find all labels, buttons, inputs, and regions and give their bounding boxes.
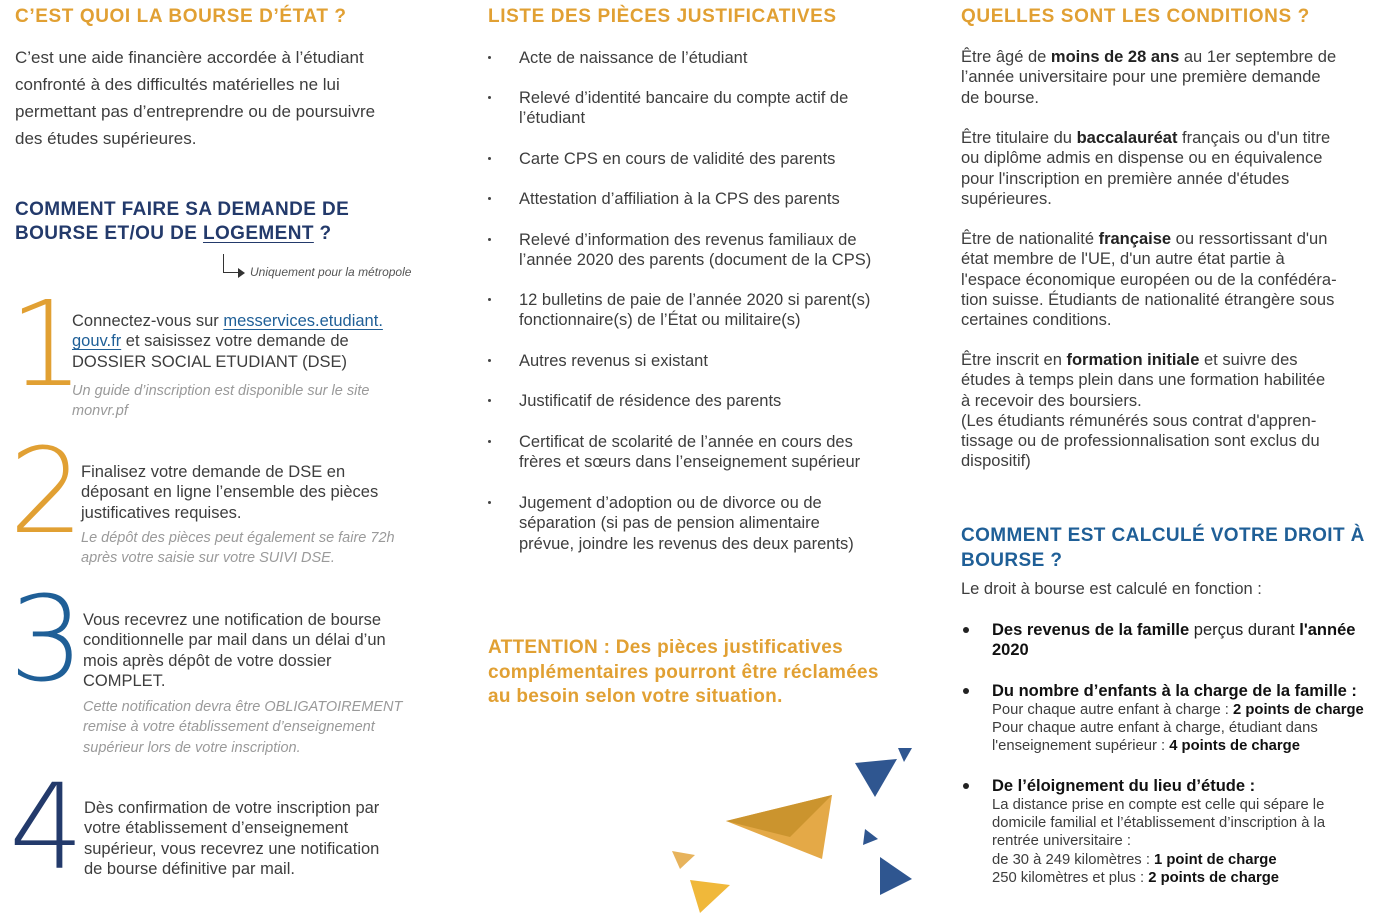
document-line: Carte CPS en cours de validité des parents: [519, 150, 836, 168]
step-1-note: [72, 381, 432, 422]
crit1-b: perçus durant: [1189, 621, 1300, 639]
document-text: [519, 391, 914, 411]
condition-nationalite: [961, 229, 1386, 330]
step-2-line3: justificatives requises.: [81, 503, 242, 522]
triangle-gold-bottom: [690, 880, 730, 913]
document-text: [519, 432, 914, 473]
intro-line-3: permettant pas d’entreprendre ou de poursuivre: [15, 102, 376, 121]
document-text: [519, 290, 914, 331]
bullet-icon: [488, 399, 491, 402]
cond-age-b: moins de 28 ans: [1050, 48, 1180, 66]
cond-form-line6: dispositif): [961, 452, 1031, 471]
crit3-l4b: 1 point de charge: [1154, 851, 1277, 868]
metropole-note-text: Uniquement pour la métropole: [250, 265, 412, 279]
document-line: Relevé d’information des revenus familiaux de: [519, 231, 857, 249]
cond-bac-c: français ou d'un titre: [1177, 129, 1331, 147]
heading-bourse-etat: C’EST QUOI LA BOURSE D’ÉTAT ?: [15, 6, 347, 27]
crit2-l1b: 2 points de charge: [1233, 702, 1364, 718]
document-line: 12 bulletins de paie de l’année 2020 si parent(s): [519, 291, 871, 309]
metropole-note: [223, 254, 433, 280]
triangle-blue-1: [855, 759, 897, 797]
decorative-triangles: [650, 735, 930, 922]
document-line: frères et sœurs dans l’enseignement supérieur: [519, 453, 861, 472]
step-1-note-line2: monvr.pf: [72, 403, 128, 420]
document-line: Attestation d’affiliation à la CPS des parents: [519, 190, 840, 208]
heading-calcul-line2: BOURSE ?: [961, 550, 1063, 571]
crit3-l5a: 250 kilomètres et plus :: [992, 869, 1149, 886]
step-4-text: [84, 798, 439, 879]
step-4-line1: Dès confirmation de votre inscription par: [84, 799, 380, 817]
cond-nat-line4: tion suisse. Étudiants de nationalité étrangère sous: [961, 290, 1335, 309]
step-3-note-line3: supérieur lors de votre inscription.: [83, 739, 301, 756]
cond-form-b: formation initiale: [1066, 351, 1200, 369]
cond-bac-line2: ou diplôme admis en dispense ou en équivalence: [961, 149, 1323, 168]
step-3-line2: conditionnelle par mail dans un délai d’un: [83, 631, 386, 650]
cond-nat-line2: état membre de l'UE, d'un autre état partie à: [961, 250, 1285, 269]
cond-nat-b: française: [1098, 230, 1172, 248]
crit3-title: De l’éloignement du lieu d’étude :: [992, 777, 1256, 795]
step-3-note-line1: Cette notification devra être OBLIGATOIREMENT: [83, 699, 403, 715]
step-3-line3: mois après dépôt de votre dossier: [83, 651, 332, 670]
document-line: Certificat de scolarité de l’année en cours des: [519, 433, 853, 451]
heading-calcul-line1: COMMENT EST CALCULÉ VOTRE DROIT À: [961, 525, 1365, 546]
step-2-note-line2: après votre saisie sur votre SUIVI DSE.: [81, 550, 335, 567]
bullet-icon: [488, 440, 491, 443]
step-2-line2: déposant en ligne l’ensemble des pièces: [81, 483, 379, 502]
document-text: [519, 48, 914, 68]
bullet-icon: [488, 238, 491, 241]
bullet-icon: [488, 96, 491, 99]
bullet-icon: [488, 501, 491, 504]
intro-line-1: C’est une aide financière accordée à l’étudiant: [15, 48, 364, 67]
crit1-d: 2020: [992, 641, 1029, 660]
step-3-note-line2: remise à votre établissement d’enseignement: [83, 719, 375, 736]
document-text: [519, 493, 914, 554]
cond-age-line3: de bourse.: [961, 88, 1039, 107]
bullet-icon: [488, 157, 491, 160]
crit3-l4a: de 30 à 249 kilomètres :: [992, 851, 1155, 868]
condition-formation: [961, 350, 1386, 472]
cond-form-line3: à recevoir des boursiers.: [961, 391, 1142, 410]
document-text: [519, 230, 914, 271]
attention-line-1: ATTENTION : Des pièces justificatives: [488, 637, 843, 658]
crit2-l2: Pour chaque autre enfant à charge, étudiant dans: [992, 720, 1318, 737]
calcul-intro: Le droit à bourse est calculé en fonction :: [961, 580, 1262, 598]
bullet-icon: [488, 359, 491, 362]
heading-calcul-droit: [961, 523, 1386, 573]
cond-form-line5: tissage ou de professionnalisation sont exclus du: [961, 432, 1320, 451]
crit1-a: Des revenus de la famille: [992, 621, 1190, 639]
document-line: Justificatif de résidence des parents: [519, 392, 782, 410]
crit3-l1: La distance prise en compte est celle qui sépare le: [992, 797, 1325, 813]
document-text: [519, 149, 914, 169]
bullet-icon: [963, 688, 969, 694]
step-3-note: [83, 697, 438, 758]
heading-demande-line1: COMMENT FAIRE SA DEMANDE DE: [15, 199, 350, 220]
document-line: Relevé d’identité bancaire du compte actif de: [519, 89, 849, 107]
document-line: Autres revenus si existant: [519, 352, 708, 370]
heading-comment-demande: [15, 198, 435, 246]
triangle-gold-small: [672, 851, 695, 869]
triangle-blue-2: [898, 748, 912, 762]
heading-demande-line2: BOURSE ET/OU DE: [15, 223, 203, 244]
document-line: l’étudiant: [519, 109, 586, 128]
attention-notice: [488, 636, 918, 710]
cond-bac-line3: pour l'inscription en première année d'études: [961, 169, 1290, 188]
document-line: Acte de naissance de l’étudiant: [519, 49, 748, 67]
bullet-icon: [488, 197, 491, 200]
bullet-icon: [488, 56, 491, 59]
logement-link[interactable]: LOGEMENT: [202, 223, 314, 244]
step-3-line4: COMPLET.: [83, 671, 166, 690]
step-1-line3: DOSSIER SOCIAL ETUDIANT (DSE): [72, 352, 348, 371]
messervices-link-part1[interactable]: messervices.etudiant.: [223, 312, 383, 330]
step-number-2: 2: [9, 422, 85, 560]
cond-age-c: au 1er septembre de: [1179, 48, 1337, 66]
cond-nat-line5: certaines conditions.: [961, 311, 1112, 330]
cond-bac-a: Être titulaire du: [961, 129, 1077, 147]
document-line: Jugement d’adoption ou de divorce ou de: [519, 494, 822, 512]
cond-nat-line3: l'espace économique européen ou de la confédéra-: [961, 270, 1337, 289]
crit2-l3b: 4 points de charge: [1169, 738, 1300, 755]
step-number-3: 3: [9, 570, 85, 708]
step-4-line2: votre établissement d’enseignement: [84, 819, 349, 838]
attention-line-2: complémentaires pourront être réclamées: [488, 661, 879, 683]
crit3-l2: domicile familial et l’établissement d’inscription à la: [992, 815, 1326, 832]
document-line: prévue, joindre les revenus des deux parents): [519, 534, 854, 553]
document-line: fonctionnaire(s) de l’État ou militaire(s): [519, 311, 801, 330]
step-3-text: [83, 610, 438, 691]
arrow-head-icon: [238, 268, 245, 278]
bullet-icon: [963, 627, 969, 633]
criterion-eloignement-title: [992, 776, 1386, 796]
crit2-l3a: l'enseignement supérieur :: [992, 738, 1170, 755]
heading-demande-suffix: ?: [313, 223, 332, 244]
intro-line-4: des études supérieures.: [15, 129, 197, 148]
step-1-text: [72, 311, 432, 372]
crit3-l3: rentrée universitaire :: [992, 833, 1131, 850]
heading-conditions: QUELLES SONT LES CONDITIONS ?: [961, 6, 1310, 27]
cond-bac-b: baccalauréat: [1076, 129, 1178, 147]
step-4-line3: supérieur, vous recevrez une notification: [84, 839, 380, 858]
crit3-l5b: 2 points de charge: [1148, 869, 1280, 886]
criterion-enfants-title: [992, 681, 1386, 701]
step-1-prefix: Connectez-vous sur: [72, 312, 224, 330]
crit2-title: Du nombre d’enfants à la charge de la famille :: [992, 682, 1357, 700]
step-2-note: [81, 528, 436, 569]
step-1-after-link: et saisissez votre demande de: [121, 332, 349, 351]
criterion-revenus-text: [992, 620, 1386, 661]
cond-bac-line4: supérieures.: [961, 189, 1052, 208]
heading-pieces: LISTE DES PIÈCES JUSTIFICATIVES: [488, 6, 837, 27]
cond-form-a: Être inscrit en: [961, 351, 1067, 369]
step-2-note-line1: Le dépôt des pièces peut également se faire 72h: [81, 530, 395, 546]
cond-form-c: et suivre des: [1199, 351, 1298, 369]
intro-line-2: confronté à des difficultés matérielles ne lui: [15, 75, 340, 94]
step-3-line1: Vous recevrez une notification de bourse: [83, 611, 382, 629]
step-2-line1: Finalisez votre demande de DSE en: [81, 463, 346, 481]
cond-form-line2: études à temps plein dans une formation habilitée: [961, 371, 1326, 390]
document-text: [519, 189, 914, 209]
triangle-blue-4: [880, 857, 912, 895]
crit2-l1a: Pour chaque autre enfant à charge :: [992, 702, 1234, 718]
document-line: séparation (si pas de pension alimentaire: [519, 514, 820, 533]
condition-bac: [961, 128, 1386, 209]
messervices-link-part2[interactable]: gouv.fr: [72, 332, 122, 351]
cond-age-a: Être âgé de: [961, 48, 1051, 66]
step-number-4: 4: [9, 758, 85, 896]
document-text: [519, 351, 914, 371]
step-1-note-line1: Un guide d’inscription est disponible sur le site: [72, 383, 370, 399]
cond-age-line2: l’année universitaire pour une première demande: [961, 68, 1321, 87]
condition-age: [961, 47, 1386, 108]
step-number-1: 1: [9, 275, 85, 413]
document-text: [519, 88, 914, 129]
step-2-text: [81, 462, 436, 523]
cond-form-line4: (Les étudiants rémunérés sous contrat d'appren-: [961, 411, 1317, 430]
crit1-c: l'année: [1299, 621, 1356, 639]
triangle-blue-3: [863, 829, 878, 845]
criterion-enfants-details: [992, 701, 1386, 756]
step-4-line4: de bourse définitive par mail.: [84, 859, 295, 878]
document-line: l’année 2020 des parents (document de la CPS): [519, 251, 872, 270]
cond-nat-a: Être de nationalité: [961, 230, 1099, 248]
bullet-icon: [963, 783, 969, 789]
attention-line-3: au besoin selon votre situation.: [488, 686, 783, 707]
bullet-icon: [488, 298, 491, 301]
cond-nat-c: ou ressortissant d'un: [1171, 230, 1328, 248]
criterion-eloignement-details: [992, 796, 1386, 887]
